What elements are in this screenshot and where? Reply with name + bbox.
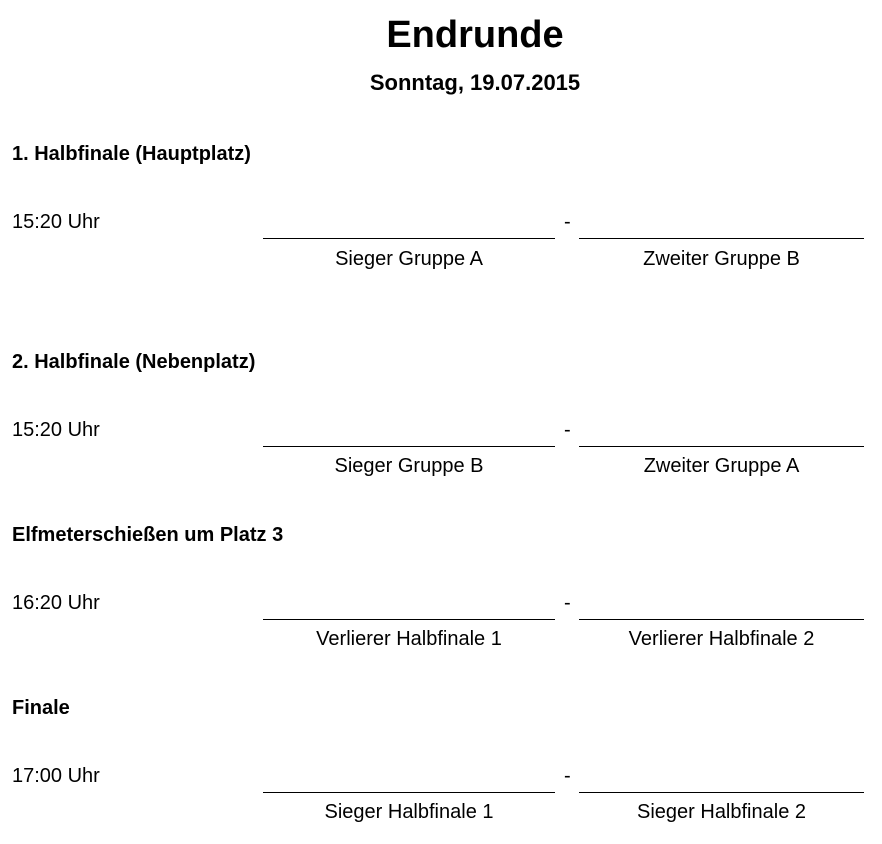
team-left-label: Sieger Gruppe B xyxy=(334,455,484,477)
match-time: 15:20 Uhr xyxy=(12,419,100,441)
team-left-line xyxy=(263,792,555,793)
team-left-label: Verlierer Halbfinale 1 xyxy=(316,628,502,650)
match-separator: - xyxy=(564,765,571,787)
match-time: 17:00 Uhr xyxy=(12,765,100,787)
team-right-line xyxy=(579,792,864,793)
team-right-label: Zweiter Gruppe A xyxy=(643,455,800,477)
match-heading: 2. Halbfinale (Nebenplatz) xyxy=(12,351,256,373)
match-heading: 1. Halbfinale (Hauptplatz) xyxy=(12,143,251,165)
team-right-line xyxy=(579,619,864,620)
page-subtitle-date: Sonntag, 19.07.2015 xyxy=(369,70,581,95)
team-left-line xyxy=(263,619,555,620)
match-separator: - xyxy=(564,592,571,614)
team-right-line xyxy=(579,238,864,239)
team-right-label: Sieger Halbfinale 2 xyxy=(637,801,806,823)
page-title: Endrunde xyxy=(386,14,564,56)
team-left-line xyxy=(263,238,555,239)
match-time: 16:20 Uhr xyxy=(12,592,100,614)
match-heading: Finale xyxy=(12,697,70,719)
team-left-label: Sieger Gruppe A xyxy=(335,248,483,270)
team-right-line xyxy=(579,446,864,447)
team-left-label: Sieger Halbfinale 1 xyxy=(324,801,494,823)
match-separator: - xyxy=(564,211,571,233)
team-left-line xyxy=(263,446,555,447)
team-right-label: Verlierer Halbfinale 2 xyxy=(628,628,815,650)
match-heading: Elfmeterschießen um Platz 3 xyxy=(12,524,284,546)
team-right-label: Zweiter Gruppe B xyxy=(643,248,800,270)
match-separator: - xyxy=(564,419,571,441)
match-time: 15:20 Uhr xyxy=(12,211,100,233)
